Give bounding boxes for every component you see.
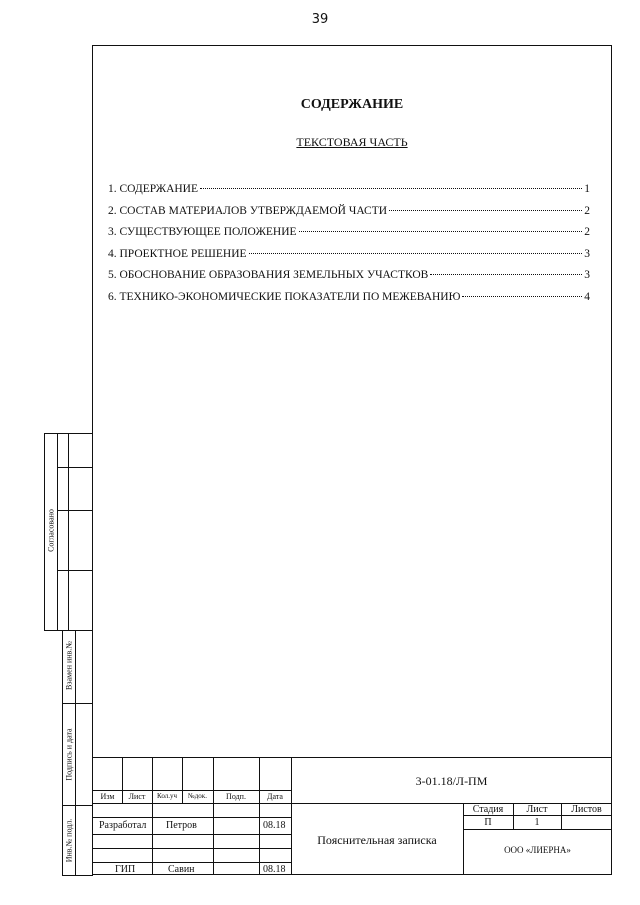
toc-item-page: 1 <box>584 183 590 195</box>
toc-leader <box>430 274 582 275</box>
document-heading: СОДЕРЖАНИЕ <box>300 97 404 112</box>
toc-item-page: 4 <box>584 290 590 303</box>
stamp-organization: ООО «ЛИЕРНА» <box>504 845 571 855</box>
toc-item-page: 3 <box>584 247 590 260</box>
stamp-developed-date: 08.18 <box>263 820 286 831</box>
toc-leader <box>249 253 583 254</box>
toc-item <box>108 269 590 291</box>
side-label-replaced: Взамен инв.№ <box>64 641 74 690</box>
stamp-sheet-value: 1 <box>534 817 540 828</box>
toc-item-page: 2 <box>584 204 590 217</box>
toc-item-page: 2 <box>584 226 590 239</box>
table-of-contents <box>108 183 590 313</box>
side-label-inv: Инв.№ подл. <box>64 818 74 863</box>
stamp-developed-label: Разработал <box>99 820 147 831</box>
toc-leader <box>200 188 582 189</box>
stamp-gip-label: ГИП <box>115 864 136 875</box>
stamp-col-data: Дата <box>267 792 283 801</box>
page-number: 39 <box>311 12 329 27</box>
stamp-col-kol: Кол.уч <box>157 792 177 800</box>
section-subheading <box>92 135 612 150</box>
toc-leader <box>299 231 583 232</box>
toc-item-label: 3. СУЩЕСТВУЮЩЕЕ ПОЛОЖЕНИЕ <box>108 226 297 239</box>
toc-item-label: 4. ПРОЕКТНОЕ РЕШЕНИЕ <box>108 247 247 260</box>
toc-item-label: 2. СОСТАВ МАТЕРИАЛОВ УТВЕРЖДАЕМОЙ ЧАСТИ <box>108 204 388 217</box>
side-label-signature: Подпись и дата <box>64 728 74 781</box>
stamp-col-ndok: №док. <box>188 792 207 800</box>
toc-leader <box>462 296 582 297</box>
toc-item <box>108 205 590 227</box>
stamp-col-list: Лист <box>128 792 146 801</box>
toc-item <box>108 183 590 205</box>
toc-item <box>108 248 590 270</box>
toc-item-label: 5. ОБОСНОВАНИЕ ОБРАЗОВАНИЯ ЗЕМЕЛЬНЫХ УЧАСТКОВ <box>108 269 429 282</box>
stamp-stage-value: П <box>484 817 492 828</box>
stamp-gip-name: Савин <box>168 864 195 875</box>
stamp-developed-name: Петров <box>166 820 197 831</box>
stamp-stage-label: Стадия <box>472 804 504 815</box>
stamp-col-izm: Изм <box>100 792 115 801</box>
stamp-doc-title: Пояснительная записка <box>317 833 437 847</box>
toc-item-label: 6. ТЕХНИКО-ЭКОНОМИЧЕСКИЕ ПОКАЗАТЕЛИ ПО МЕЖЕВАНИЮ <box>108 290 461 303</box>
toc-item-label: 1. СОДЕРЖАНИЕ <box>108 183 199 195</box>
stamp-document-code: 3-01.18/Л-ПМ <box>415 774 488 788</box>
stamp-gip-date: 08.18 <box>263 864 286 875</box>
side-label-agreed: Согласовано <box>46 509 56 552</box>
stamp-sheets-label: Листов <box>571 804 602 815</box>
stamp-col-podp: Подп. <box>226 792 246 801</box>
drawing-frame <box>92 45 612 875</box>
toc-leader <box>389 210 582 211</box>
toc-item-page: 3 <box>584 269 590 282</box>
toc-item <box>108 226 590 248</box>
toc-item <box>108 291 590 313</box>
subheading-text: ТЕКСТОВАЯ ЧАСТЬ <box>296 135 408 149</box>
stamp-sheet-label: Лист <box>526 804 548 815</box>
